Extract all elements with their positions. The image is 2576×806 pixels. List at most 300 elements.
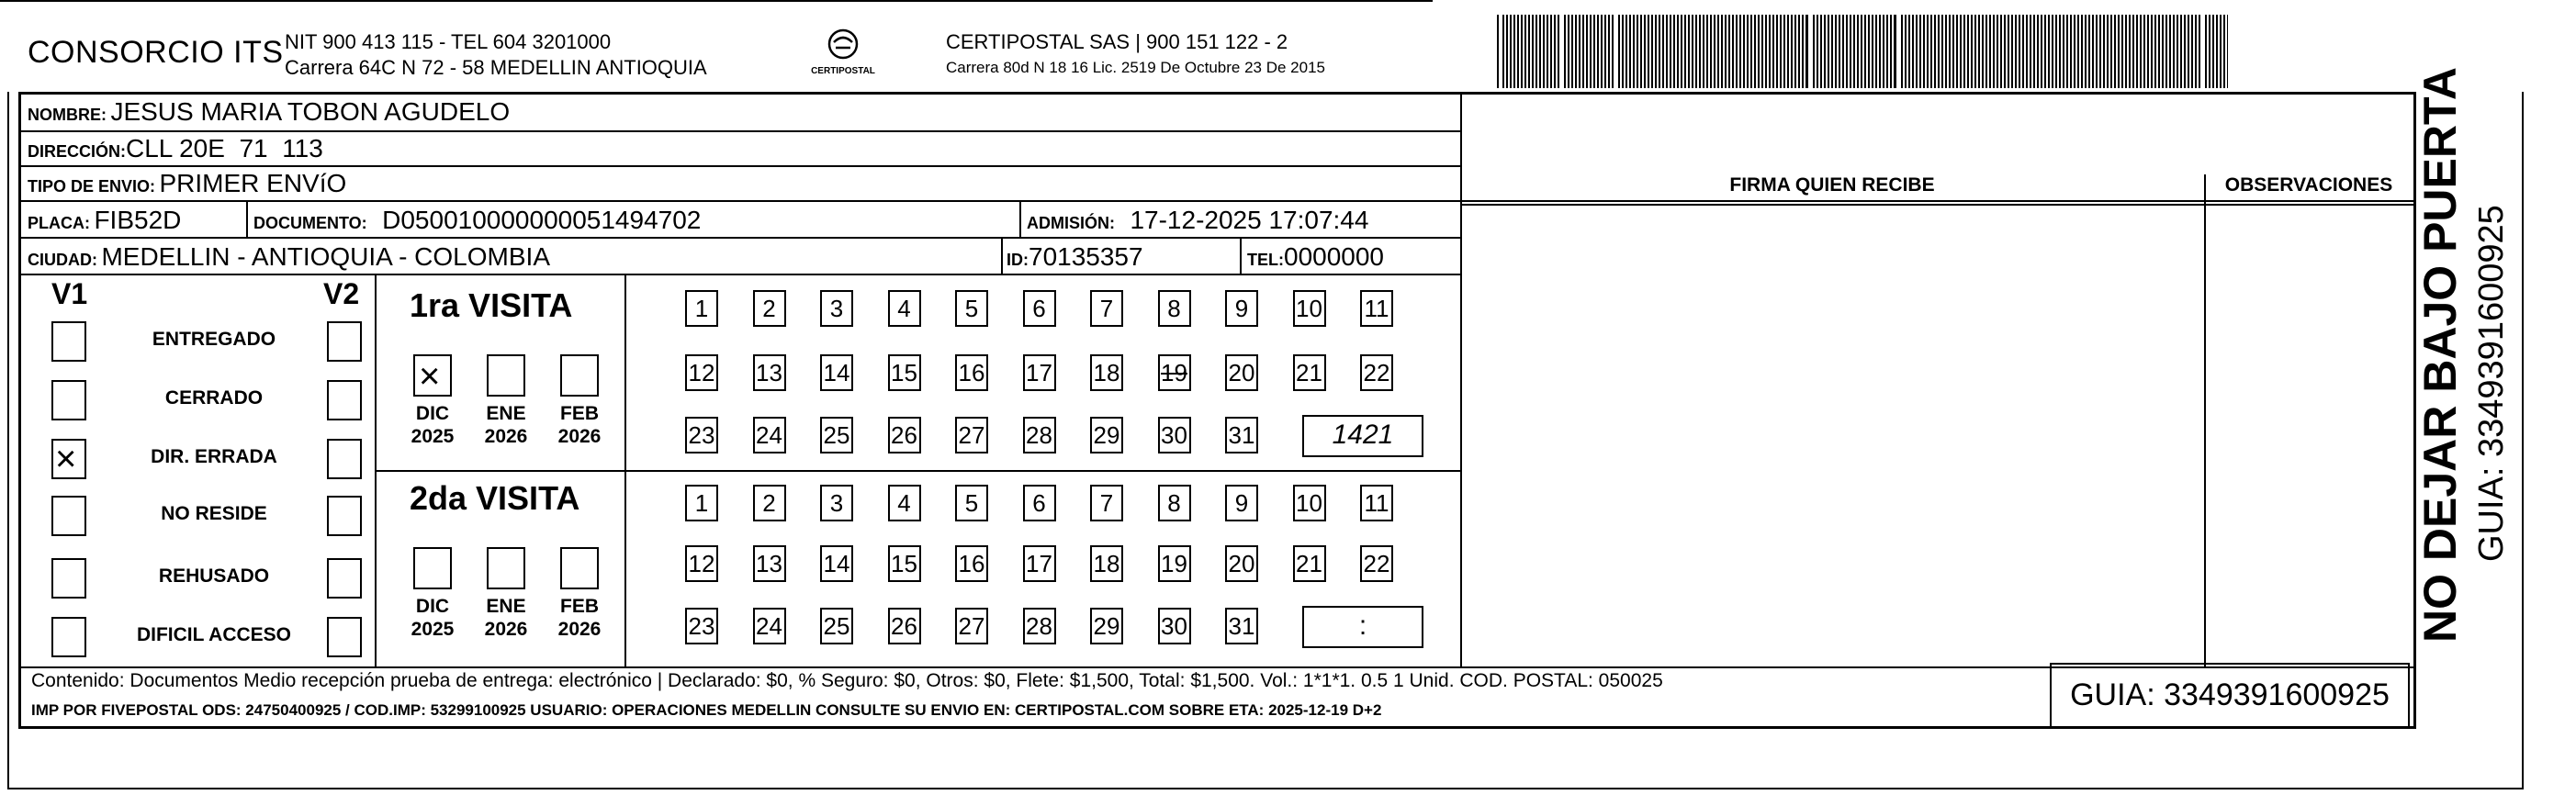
barcode-bar: [2026, 15, 2028, 88]
barcode-bar: [2132, 15, 2134, 88]
tel-value: 0000000: [1284, 242, 1385, 271]
day-box[interactable]: 23: [685, 417, 718, 453]
barcode-bar: [2212, 15, 2214, 88]
barcode-bar: [2114, 15, 2116, 88]
barcode-bar: [1916, 15, 1918, 88]
v1-checkbox[interactable]: [51, 380, 86, 420]
day-box[interactable]: 17: [1023, 354, 1056, 391]
day-box[interactable]: 18: [1090, 545, 1123, 582]
top-rule: [0, 0, 1433, 2]
barcode-bar: [2066, 15, 2068, 88]
day-box[interactable]: 11: [1360, 485, 1393, 521]
day-box[interactable]: 26: [888, 417, 921, 453]
barcode-bar: [1886, 15, 1888, 88]
barcode-bar: [1692, 15, 1693, 88]
row-sep: [18, 237, 1460, 239]
day-box[interactable]: 29: [1090, 608, 1123, 644]
barcode-bar: [1927, 15, 1929, 88]
day-box[interactable]: 4: [888, 290, 921, 327]
day-box[interactable]: 13: [753, 354, 786, 391]
barcode-bar: [1798, 15, 1800, 88]
barcode-bar: [1655, 15, 1657, 88]
company-address: Carrera 64C N 72 - 58 MEDELLIN ANTIOQUIA: [285, 56, 707, 79]
day-box[interactable]: 5: [955, 290, 988, 327]
month-year: 2025: [411, 619, 455, 640]
day-box[interactable]: 6: [1023, 290, 1056, 327]
company-info: [285, 29, 707, 81]
barcode-bar: [1967, 15, 1969, 88]
v2-header: V2: [323, 277, 360, 310]
col-sep: [1019, 202, 1021, 239]
barcode-bar: [1732, 15, 1734, 88]
barcode-bar: [1535, 15, 1537, 88]
barcode-bar: [1835, 15, 1837, 88]
barcode-bar: [1677, 15, 1679, 88]
barcode-bar: [1861, 15, 1862, 88]
barcode-bar: [2180, 15, 2182, 88]
barcode-bar: [1532, 15, 1534, 88]
barcode-bar: [1543, 15, 1545, 88]
col-sep-obs: [2204, 174, 2206, 666]
day-box[interactable]: 7: [1090, 485, 1123, 521]
day-box[interactable]: 1: [685, 290, 718, 327]
barcode-bar: [2033, 15, 2035, 88]
barcode-bar: [1772, 15, 1774, 88]
v1-checkbox[interactable]: [51, 558, 86, 599]
day-box[interactable]: 9: [1225, 290, 1258, 327]
barcode-bar: [2129, 15, 2131, 88]
nombre-value: JESUS MARIA TOBON AGUDELO: [110, 97, 511, 126]
v2-checkbox[interactable]: [327, 617, 362, 657]
barcode-bar: [1824, 15, 1826, 88]
barcode-bar: [2092, 15, 2094, 88]
day-box[interactable]: 16: [955, 354, 988, 391]
barcode-bar: [1582, 15, 1584, 88]
barcode-bar: [1780, 15, 1782, 88]
observaciones-header: OBSERVACIONES: [2224, 174, 2393, 196]
day-box[interactable]: 28: [1023, 417, 1056, 453]
day-box[interactable]: 20: [1225, 545, 1258, 582]
field-ciudad: [28, 242, 550, 272]
v2-checkbox[interactable]: [327, 439, 362, 479]
day-box[interactable]: 10: [1293, 485, 1326, 521]
barcode-bar: [1857, 15, 1859, 88]
barcode-bar: [1971, 15, 1973, 88]
month-label: [478, 402, 534, 448]
barcode-bar: [1985, 15, 1987, 88]
barcode-bar: [1554, 15, 1556, 88]
barcode-bar: [2177, 15, 2178, 88]
barcode-bar: [2209, 15, 2210, 88]
day-box[interactable]: 27: [955, 608, 988, 644]
day-box[interactable]: 27: [955, 417, 988, 453]
barcode-bar: [1547, 15, 1548, 88]
barcode-bar: [2085, 15, 2087, 88]
day-box[interactable]: 22: [1360, 545, 1393, 582]
barcode-bar: [1952, 15, 1954, 88]
barcode-bar: [1648, 15, 1649, 88]
barcode-bar: [1883, 15, 1884, 88]
month-name: ENE: [486, 403, 526, 424]
x-mark: ×: [419, 356, 441, 397]
month-checkbox[interactable]: [560, 547, 599, 589]
barcode-bar: [1644, 15, 1646, 88]
day-box[interactable]: 25: [820, 608, 853, 644]
day-box[interactable]: 2: [753, 290, 786, 327]
barcode-bar: [1805, 15, 1808, 88]
day-box[interactable]: 1: [685, 485, 718, 521]
row-sep: [18, 274, 1460, 275]
barcode-bar: [2125, 15, 2127, 88]
month-checkbox[interactable]: [487, 547, 525, 589]
second-visit-title: 2da VISITA: [410, 479, 580, 517]
day-box[interactable]: 4: [888, 485, 921, 521]
barcode-bar: [2044, 15, 2046, 88]
footer-contents: Contenido: Documentos Medio recepción prueba de entrega: electrónico | Declarado: $0, % Seguro: $0, Otros: $0, Flete: $1,500, Total: $1,500. Vol.: 1*1*1. 0.5 1 Unid. COD. POSTAL: 050025: [31, 670, 1663, 691]
id-label: ID:: [1007, 251, 1029, 269]
footer-imp: IMP POR FIVEPOSTAL ODS: 24750400925 / COD.IMP: 53299100925 USUARIO: OPERACIONES MEDELLIN CONSULTE SU ENVIO EN: CERTIPOSTAL.COM SOBRE ETA: 2025-12-19 D+2: [31, 701, 1382, 719]
col-sep: [246, 202, 248, 239]
barcode-bar: [1974, 15, 1976, 88]
barcode-bar: [1901, 15, 1903, 88]
barcode-bar: [1934, 15, 1936, 88]
barcode-bar: [1622, 15, 1624, 88]
v2-checkbox[interactable]: [327, 380, 362, 420]
barcode-bar: [1568, 15, 1569, 88]
barcode: [1497, 15, 2232, 88]
field-nombre: [28, 97, 510, 127]
month-label: [552, 595, 607, 641]
barcode-bar: [1872, 15, 1873, 88]
month-checkbox[interactable]: [560, 354, 599, 397]
month-name: DIC: [415, 403, 450, 424]
day-box[interactable]: 8: [1158, 290, 1191, 327]
day-box[interactable]: 19: [1158, 545, 1191, 582]
first-visit-time[interactable]: 1421: [1302, 415, 1423, 457]
barcode-bar: [1941, 15, 1943, 88]
status-option-label: NO RESIDE: [161, 503, 267, 524]
barcode-bar: [1728, 15, 1730, 88]
barcode-bar: [2077, 15, 2079, 88]
barcode-bar: [1633, 15, 1635, 88]
month-label: [552, 402, 607, 448]
barcode-bar: [1710, 15, 1712, 88]
admision-label: ADMISIÓN:: [1027, 214, 1115, 232]
barcode-bar: [1993, 15, 1995, 88]
visit-sep: [375, 470, 1460, 472]
day-box[interactable]: 25: [820, 417, 853, 453]
barcode-bar: [1949, 15, 1951, 88]
barcode-bar: [2011, 15, 2013, 88]
barcode-bar: [2081, 15, 2083, 88]
v1-checkbox[interactable]: [51, 439, 86, 479]
outer-right-rule: [2522, 92, 2524, 789]
day-box[interactable]: 26: [888, 608, 921, 644]
barcode-bar: [2004, 15, 2006, 88]
barcode-bar: [1703, 15, 1704, 88]
day-box[interactable]: 31: [1225, 608, 1258, 644]
barcode-bar: [1579, 15, 1580, 88]
barcode-bar: [2110, 15, 2112, 88]
first-visit-title: 1ra VISITA: [410, 286, 573, 324]
barcode-bar: [2052, 15, 2053, 88]
v1-header: V1: [51, 277, 88, 310]
month-checkbox[interactable]: [413, 354, 452, 397]
barcode-bar: [2022, 15, 2024, 88]
month-checkbox[interactable]: [413, 547, 452, 589]
day-box[interactable]: 16: [955, 545, 988, 582]
barcode-bar: [1750, 15, 1752, 88]
day-box[interactable]: 8: [1158, 485, 1191, 521]
day-box[interactable]: 9: [1225, 485, 1258, 521]
barcode-bar: [1564, 15, 1566, 88]
outer-left-rule: [7, 92, 9, 789]
barcode-bar: [2173, 15, 2175, 88]
barcode-bar: [1820, 15, 1822, 88]
day-box[interactable]: 15: [888, 545, 921, 582]
barcode-bar: [2165, 15, 2167, 88]
barcode-bar: [1629, 15, 1631, 88]
day-box[interactable]: 5: [955, 485, 988, 521]
barcode-bar: [1662, 15, 1664, 88]
status-option-label: DIFICIL ACCESO: [136, 624, 291, 645]
barcode-bar: [2118, 15, 2120, 88]
placa-label: PLACA:: [28, 214, 90, 232]
barcode-bar: [2143, 15, 2145, 88]
barcode-bar: [1528, 15, 1530, 88]
field-tel: [1247, 242, 1384, 272]
day-box[interactable]: 31: [1225, 417, 1258, 453]
barcode-bar: [1612, 15, 1614, 88]
month-checkbox[interactable]: [487, 354, 525, 397]
v2-checkbox[interactable]: [327, 496, 362, 536]
day-box[interactable]: 3: [820, 485, 853, 521]
day-box[interactable]: 24: [753, 608, 786, 644]
documento-label: DOCUMENTO:: [253, 214, 367, 232]
day-box[interactable]: 6: [1023, 485, 1056, 521]
barcode-bar: [2000, 15, 2002, 88]
barcode-bar: [1640, 15, 1642, 88]
month-name: ENE: [486, 596, 526, 617]
day-box[interactable]: 22: [1360, 354, 1393, 391]
month-year: 2026: [484, 426, 528, 447]
barcode-bar: [1982, 15, 1984, 88]
barcode-bar: [1558, 15, 1559, 88]
side-guia: GUIA: 3349391600925: [2472, 205, 2511, 562]
barcode-bar: [1721, 15, 1723, 88]
day-box[interactable]: 12: [685, 354, 718, 391]
barcode-bar: [1510, 15, 1512, 88]
barcode-bar: [1787, 15, 1789, 88]
barcode-bar: [2107, 15, 2109, 88]
status-option-label: DIR. ERRADA: [151, 446, 277, 467]
barcode-bar: [1575, 15, 1577, 88]
barcode-bar: [2015, 15, 2017, 88]
barcode-bar: [1725, 15, 1727, 88]
barcode-bar: [1521, 15, 1523, 88]
month-name: DIC: [415, 596, 450, 617]
day-box[interactable]: 21: [1293, 354, 1326, 391]
barcode-bar: [1758, 15, 1760, 88]
tipo-value: PRIMER ENVíO: [159, 169, 347, 197]
barcode-bar: [1513, 15, 1515, 88]
day-box[interactable]: 14: [820, 545, 853, 582]
barcode-bar: [1670, 15, 1671, 88]
barcode-bar: [1502, 15, 1504, 88]
firma-header: FIRMA QUIEN RECIBE: [1729, 174, 1935, 196]
day-box[interactable]: 23: [685, 608, 718, 644]
field-direccion: [28, 134, 323, 163]
row-sep: [18, 165, 1460, 167]
barcode-bar: [1736, 15, 1738, 88]
barcode-bar: [1776, 15, 1778, 88]
field-admision: [1027, 206, 1368, 235]
barcode-bar: [1817, 15, 1818, 88]
day-box[interactable]: 30: [1158, 608, 1191, 644]
barcode-bar: [1890, 15, 1892, 88]
barcode-bar: [1706, 15, 1708, 88]
barcode-bar: [1997, 15, 1998, 88]
cert-name: CERTIPOSTAL SAS | 900 151 122 - 2: [946, 30, 1288, 53]
barcode-bar: [2070, 15, 2072, 88]
company-name: CONSORCIO ITS: [28, 35, 284, 70]
barcode-bar: [2205, 15, 2207, 88]
barcode-bar: [1593, 15, 1595, 88]
barcode-bar: [2041, 15, 2042, 88]
second-visit-time[interactable]: :: [1302, 606, 1423, 648]
field-documento: [253, 206, 701, 235]
logo-text: CERTIPOSTAL: [811, 66, 875, 76]
barcode-bar: [2162, 15, 2164, 88]
status-option-label: REHUSADO: [158, 565, 270, 587]
v1-checkbox[interactable]: [51, 496, 86, 536]
barcode-bar: [1604, 15, 1606, 88]
barcode-bar: [1930, 15, 1932, 88]
barcode-bar: [1842, 15, 1844, 88]
certipostal-logo: [806, 26, 880, 81]
barcode-bar: [1802, 15, 1804, 88]
barcode-bar: [2151, 15, 2153, 88]
barcode-bar: [1539, 15, 1541, 88]
day-box[interactable]: 18: [1090, 354, 1123, 391]
barcode-bar: [2088, 15, 2090, 88]
barcode-bar: [1625, 15, 1627, 88]
barcode-bar: [1769, 15, 1771, 88]
barcode-bar: [1846, 15, 1848, 88]
company-nit: NIT 900 413 115 - TEL 604 3201000: [285, 30, 612, 53]
ciudad-value: MEDELLIN - ANTIOQUIA - COLOMBIA: [101, 242, 550, 271]
day-box[interactable]: 10: [1293, 290, 1326, 327]
barcode-bar: [1651, 15, 1653, 88]
barcode-bar: [2008, 15, 2009, 88]
direccion-value: CLL 20E 71 113: [126, 134, 323, 162]
day-box[interactable]: 29: [1090, 417, 1123, 453]
barcode-bar: [2136, 15, 2138, 88]
day-box[interactable]: 24: [753, 417, 786, 453]
day-box[interactable]: 11: [1360, 290, 1393, 327]
barcode-bar: [1938, 15, 1940, 88]
v1-checkbox[interactable]: [51, 321, 86, 362]
barcode-bar: [2059, 15, 2061, 88]
barcode-bar: [1894, 15, 1896, 88]
tipo-label: TIPO DE ENVIO:: [28, 177, 156, 196]
barcode-bar: [1506, 15, 1508, 88]
barcode-bar: [2227, 15, 2228, 88]
day-box[interactable]: 14: [820, 354, 853, 391]
v2-checkbox[interactable]: [327, 558, 362, 599]
admision-value: 17-12-2025 17:07:44: [1130, 206, 1369, 234]
barcode-bar: [2188, 15, 2189, 88]
cert-info: [946, 29, 1325, 81]
day-box[interactable]: 28: [1023, 608, 1056, 644]
barcode-bar: [2158, 15, 2160, 88]
barcode-bar: [2223, 15, 2225, 88]
barcode-bar: [1699, 15, 1701, 88]
barcode-bar: [1761, 15, 1763, 88]
day-box[interactable]: 2: [753, 485, 786, 521]
barcode-bar: [1684, 15, 1686, 88]
day-box[interactable]: 13: [753, 545, 786, 582]
day-box[interactable]: 3: [820, 290, 853, 327]
day-box[interactable]: 15: [888, 354, 921, 391]
barcode-bar: [1828, 15, 1829, 88]
barcode-bar: [2030, 15, 2031, 88]
barcode-bar: [1791, 15, 1793, 88]
barcode-bar: [1747, 15, 1749, 88]
barcode-bar: [1601, 15, 1603, 88]
barcode-bar: [1681, 15, 1682, 88]
barcode-bar: [1963, 15, 1965, 88]
month-name: FEB: [560, 403, 599, 424]
day-box[interactable]: 17: [1023, 545, 1056, 582]
day-box[interactable]: 30: [1158, 417, 1191, 453]
x-mark: ×: [55, 439, 77, 479]
barcode-bar: [1813, 15, 1815, 88]
day-box[interactable]: 20: [1225, 354, 1258, 391]
cert-address: Carrera 80d N 18 16 Lic. 2519 De Octubre 23 De 2015: [946, 59, 1325, 76]
barcode-bar: [1714, 15, 1715, 88]
barcode-bar: [2220, 15, 2222, 88]
placa-value: FIB52D: [94, 206, 182, 234]
barcode-bar: [1765, 15, 1767, 88]
barcode-bar: [1659, 15, 1660, 88]
barcode-bar: [1989, 15, 1991, 88]
barcode-bar: [1868, 15, 1870, 88]
barcode-bar: [1794, 15, 1796, 88]
barcode-bar: [2199, 15, 2200, 88]
barcode-bar: [2037, 15, 2039, 88]
barcode-bar: [2019, 15, 2020, 88]
day-box[interactable]: 12: [685, 545, 718, 582]
day-box[interactable]: 21: [1293, 545, 1326, 582]
barcode-bar: [2096, 15, 2098, 88]
field-tipo: [28, 169, 346, 198]
v1-checkbox[interactable]: [51, 617, 86, 657]
barcode-bar: [1688, 15, 1690, 88]
field-id: [1007, 242, 1143, 272]
barcode-bar: [2154, 15, 2156, 88]
barcode-bar: [1695, 15, 1697, 88]
barcode-bar: [1978, 15, 1980, 88]
day-box[interactable]: 19: [1158, 354, 1191, 391]
barcode-bar: [2140, 15, 2142, 88]
v2-checkbox[interactable]: [327, 321, 362, 362]
barcode-bar: [1919, 15, 1921, 88]
row-sep: [1460, 204, 2413, 206]
documento-value: D050010000000051494702: [382, 206, 702, 234]
barcode-bar: [2184, 15, 2186, 88]
day-box[interactable]: 7: [1090, 290, 1123, 327]
